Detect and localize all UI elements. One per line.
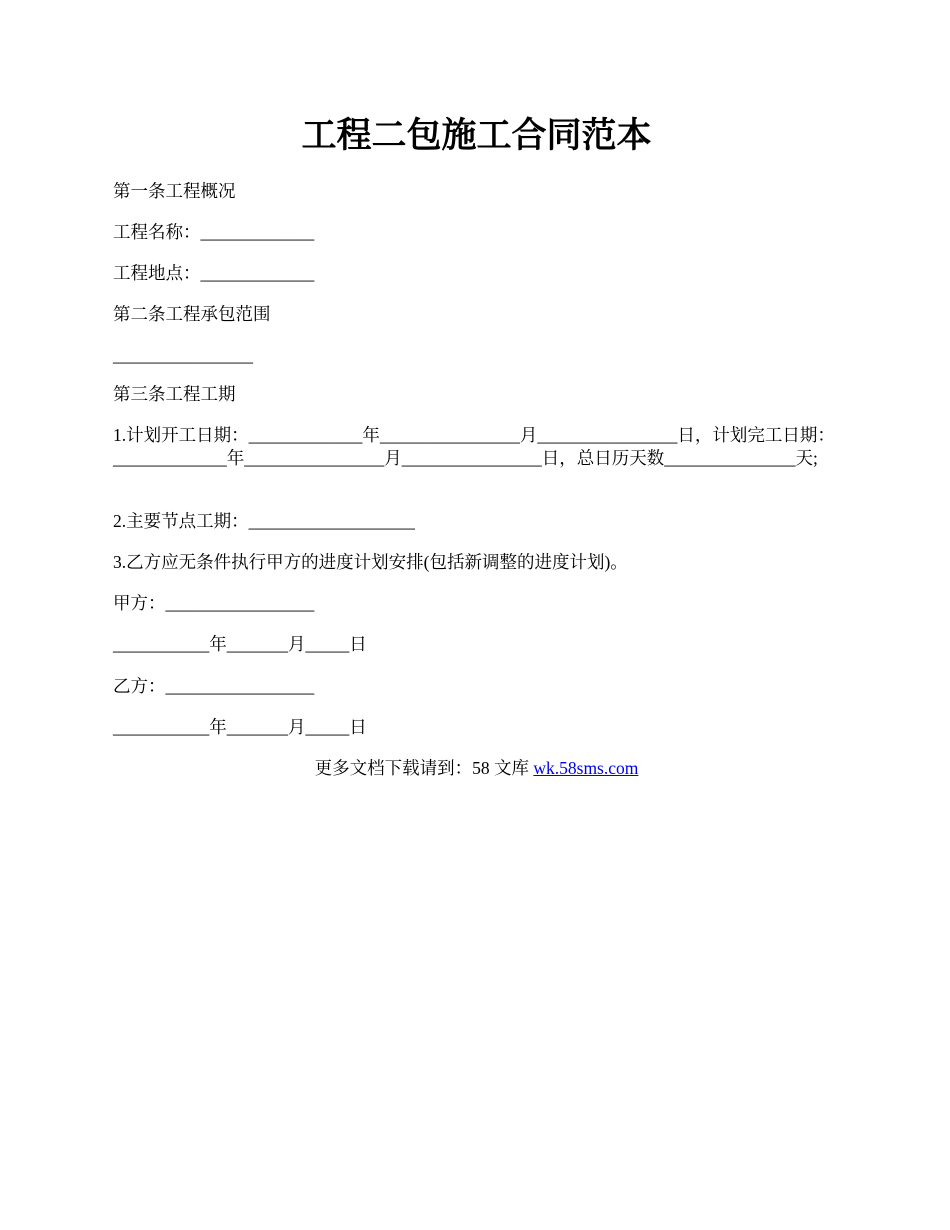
section-1-heading: 第一条工程概况 — [113, 181, 236, 201]
planned-dates-clause: 1.计划开工日期：_____________年________________月________________日，计划完工日期：_____________年________________月________________日，总日历天数_______________天; — [113, 425, 835, 468]
document-title: 工程二包施工合同范本 — [301, 116, 652, 155]
footer-text: 更多文档下载请到：58 文库 — [314, 758, 534, 778]
section-2-heading: 第二条工程承包范围 — [113, 304, 271, 324]
footer-link[interactable]: wk.58sms.com — [533, 758, 639, 778]
party-b-date: ___________年_______月_____日 — [113, 717, 367, 737]
party-a-signature: 甲方：_________________ — [113, 593, 315, 613]
footer-note — [113, 757, 840, 780]
scope-blank-line: ________________ — [113, 345, 253, 365]
party-b-signature: 乙方：_________________ — [113, 676, 315, 696]
project-name-field: 工程名称：_____________ — [113, 222, 315, 242]
schedule-clause: 3.乙方应无条件执行甲方的进度计划安排(包括新调整的进度计划)。 — [113, 552, 628, 572]
milestone-clause: 2.主要节点工期：___________________ — [113, 511, 415, 531]
party-a-date: ___________年_______月_____日 — [113, 634, 367, 654]
section-3-heading: 第三条工程工期 — [113, 384, 236, 404]
project-location-field: 工程地点：_____________ — [113, 263, 315, 283]
